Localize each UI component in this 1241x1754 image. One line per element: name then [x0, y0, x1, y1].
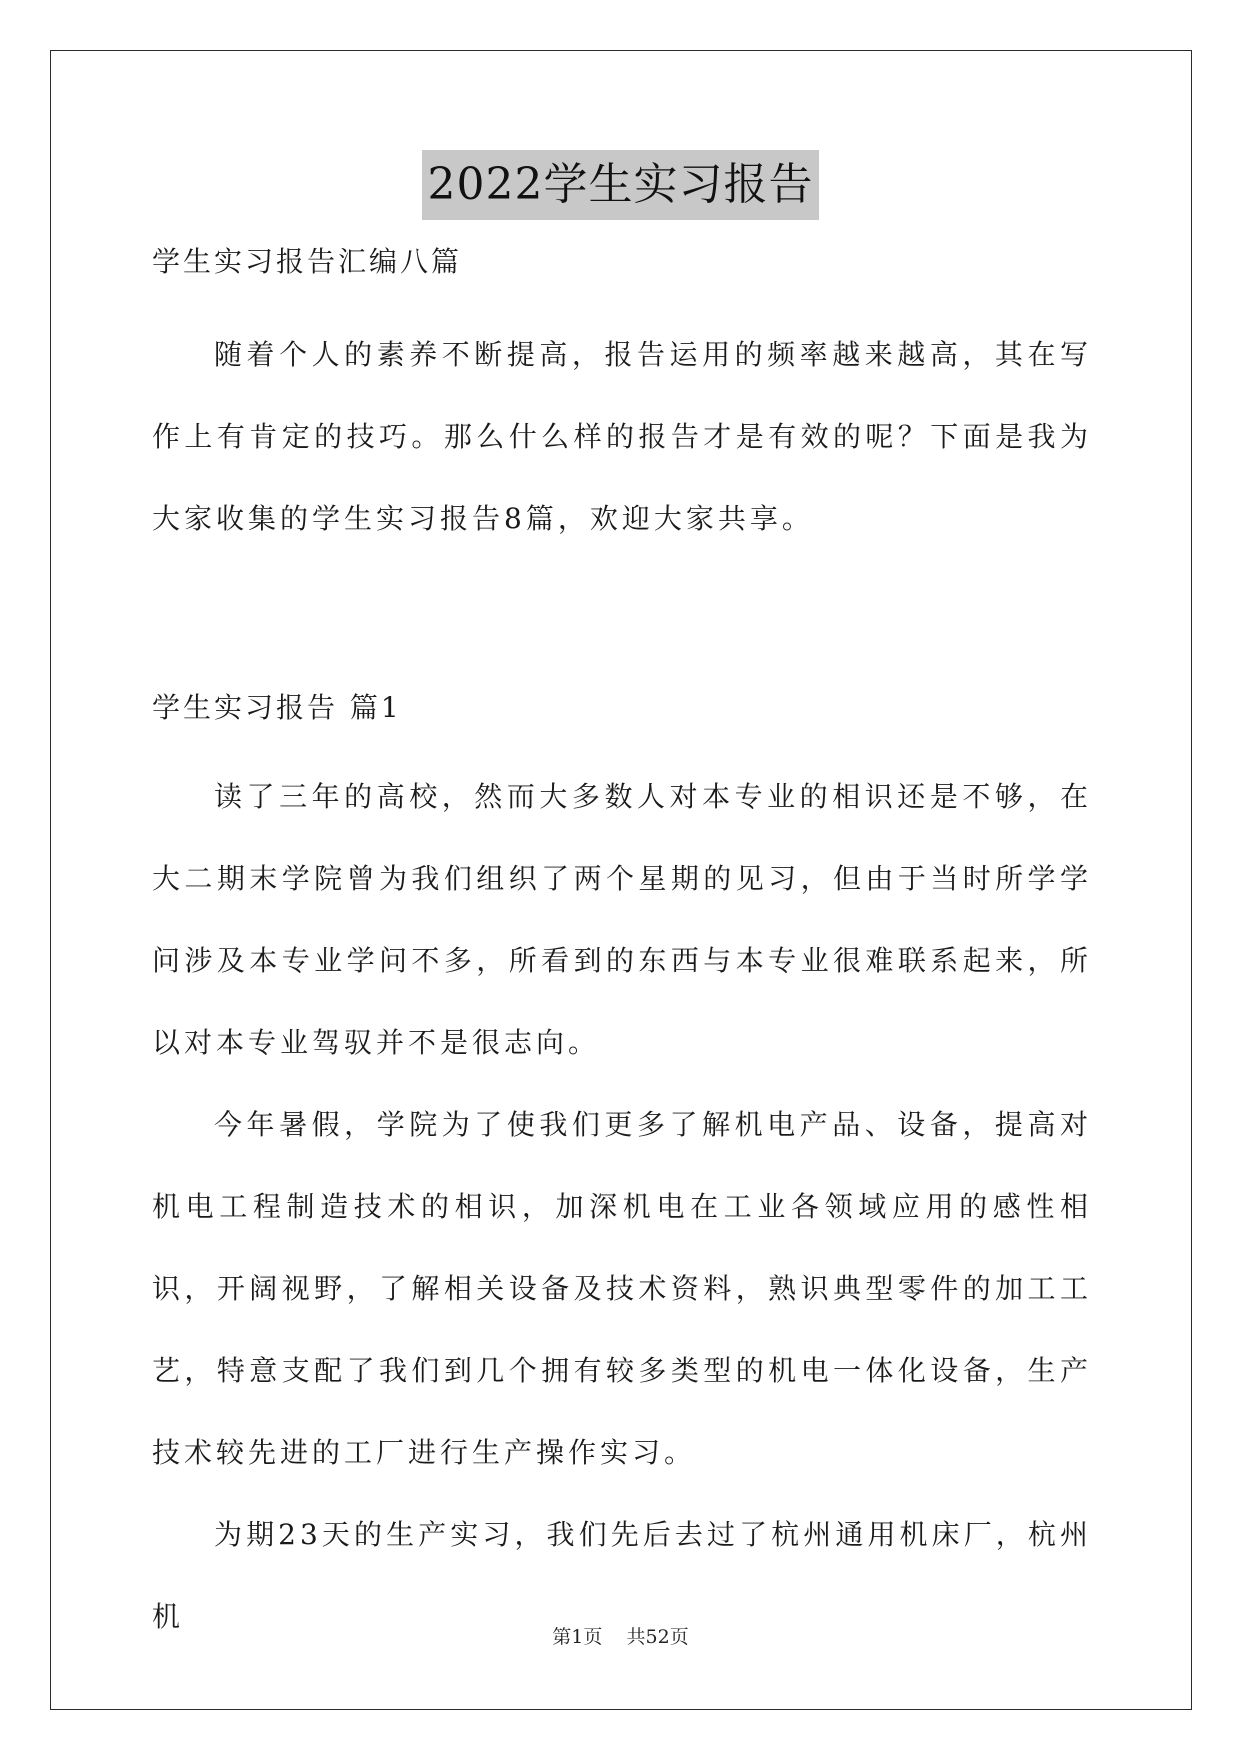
intro-paragraph: 随着个人的素养不断提高，报告运用的频率越来越高，其在写作上有肯定的技巧。那么什么样的报告才是有效的呢？下面是我为大家收集的学生实习报告8篇，欢迎大家共享。 [152, 338, 1092, 535]
spacer [152, 738, 1092, 756]
section-heading: 学生实习报告 篇1 [152, 691, 402, 724]
document-body [152, 232, 1092, 1658]
page-footer: 第1页 共52页 [552, 1626, 689, 1648]
spacer [152, 560, 1092, 678]
body-paragraph: 今年暑假，学院为了使我们更多了解机电产品、设备，提高对机电工程制造技术的相识，加深机电在工业各领域应用的感性相识，开阔视野，了解相关设备及技术资料，熟识典型零件的加工工艺，特意支配了我们到几个拥有较多类型的机电一体化设备，生产技术较先进的工厂进行生产操作实习。 [152, 1108, 1092, 1469]
spacer [152, 292, 1092, 314]
body-paragraph: 为期23天的生产实习，我们先后去过了杭州通用机床厂，杭州机 [152, 1518, 1092, 1633]
body-paragraph: 读了三年的高校，然而大多数人对本专业的相识还是不够，在大二期末学院曾为我们组织了两个星期的见习，但由于当时所学学问涉及本专业学问不多，所看到的东西与本专业很难联系起来，所以对本专业驾驭并不是很志向。 [152, 780, 1092, 1059]
document-subtitle: 学生实习报告汇编八篇 [152, 245, 463, 278]
document-title: 2022学生实习报告 [422, 150, 820, 220]
title-container [0, 150, 1241, 220]
